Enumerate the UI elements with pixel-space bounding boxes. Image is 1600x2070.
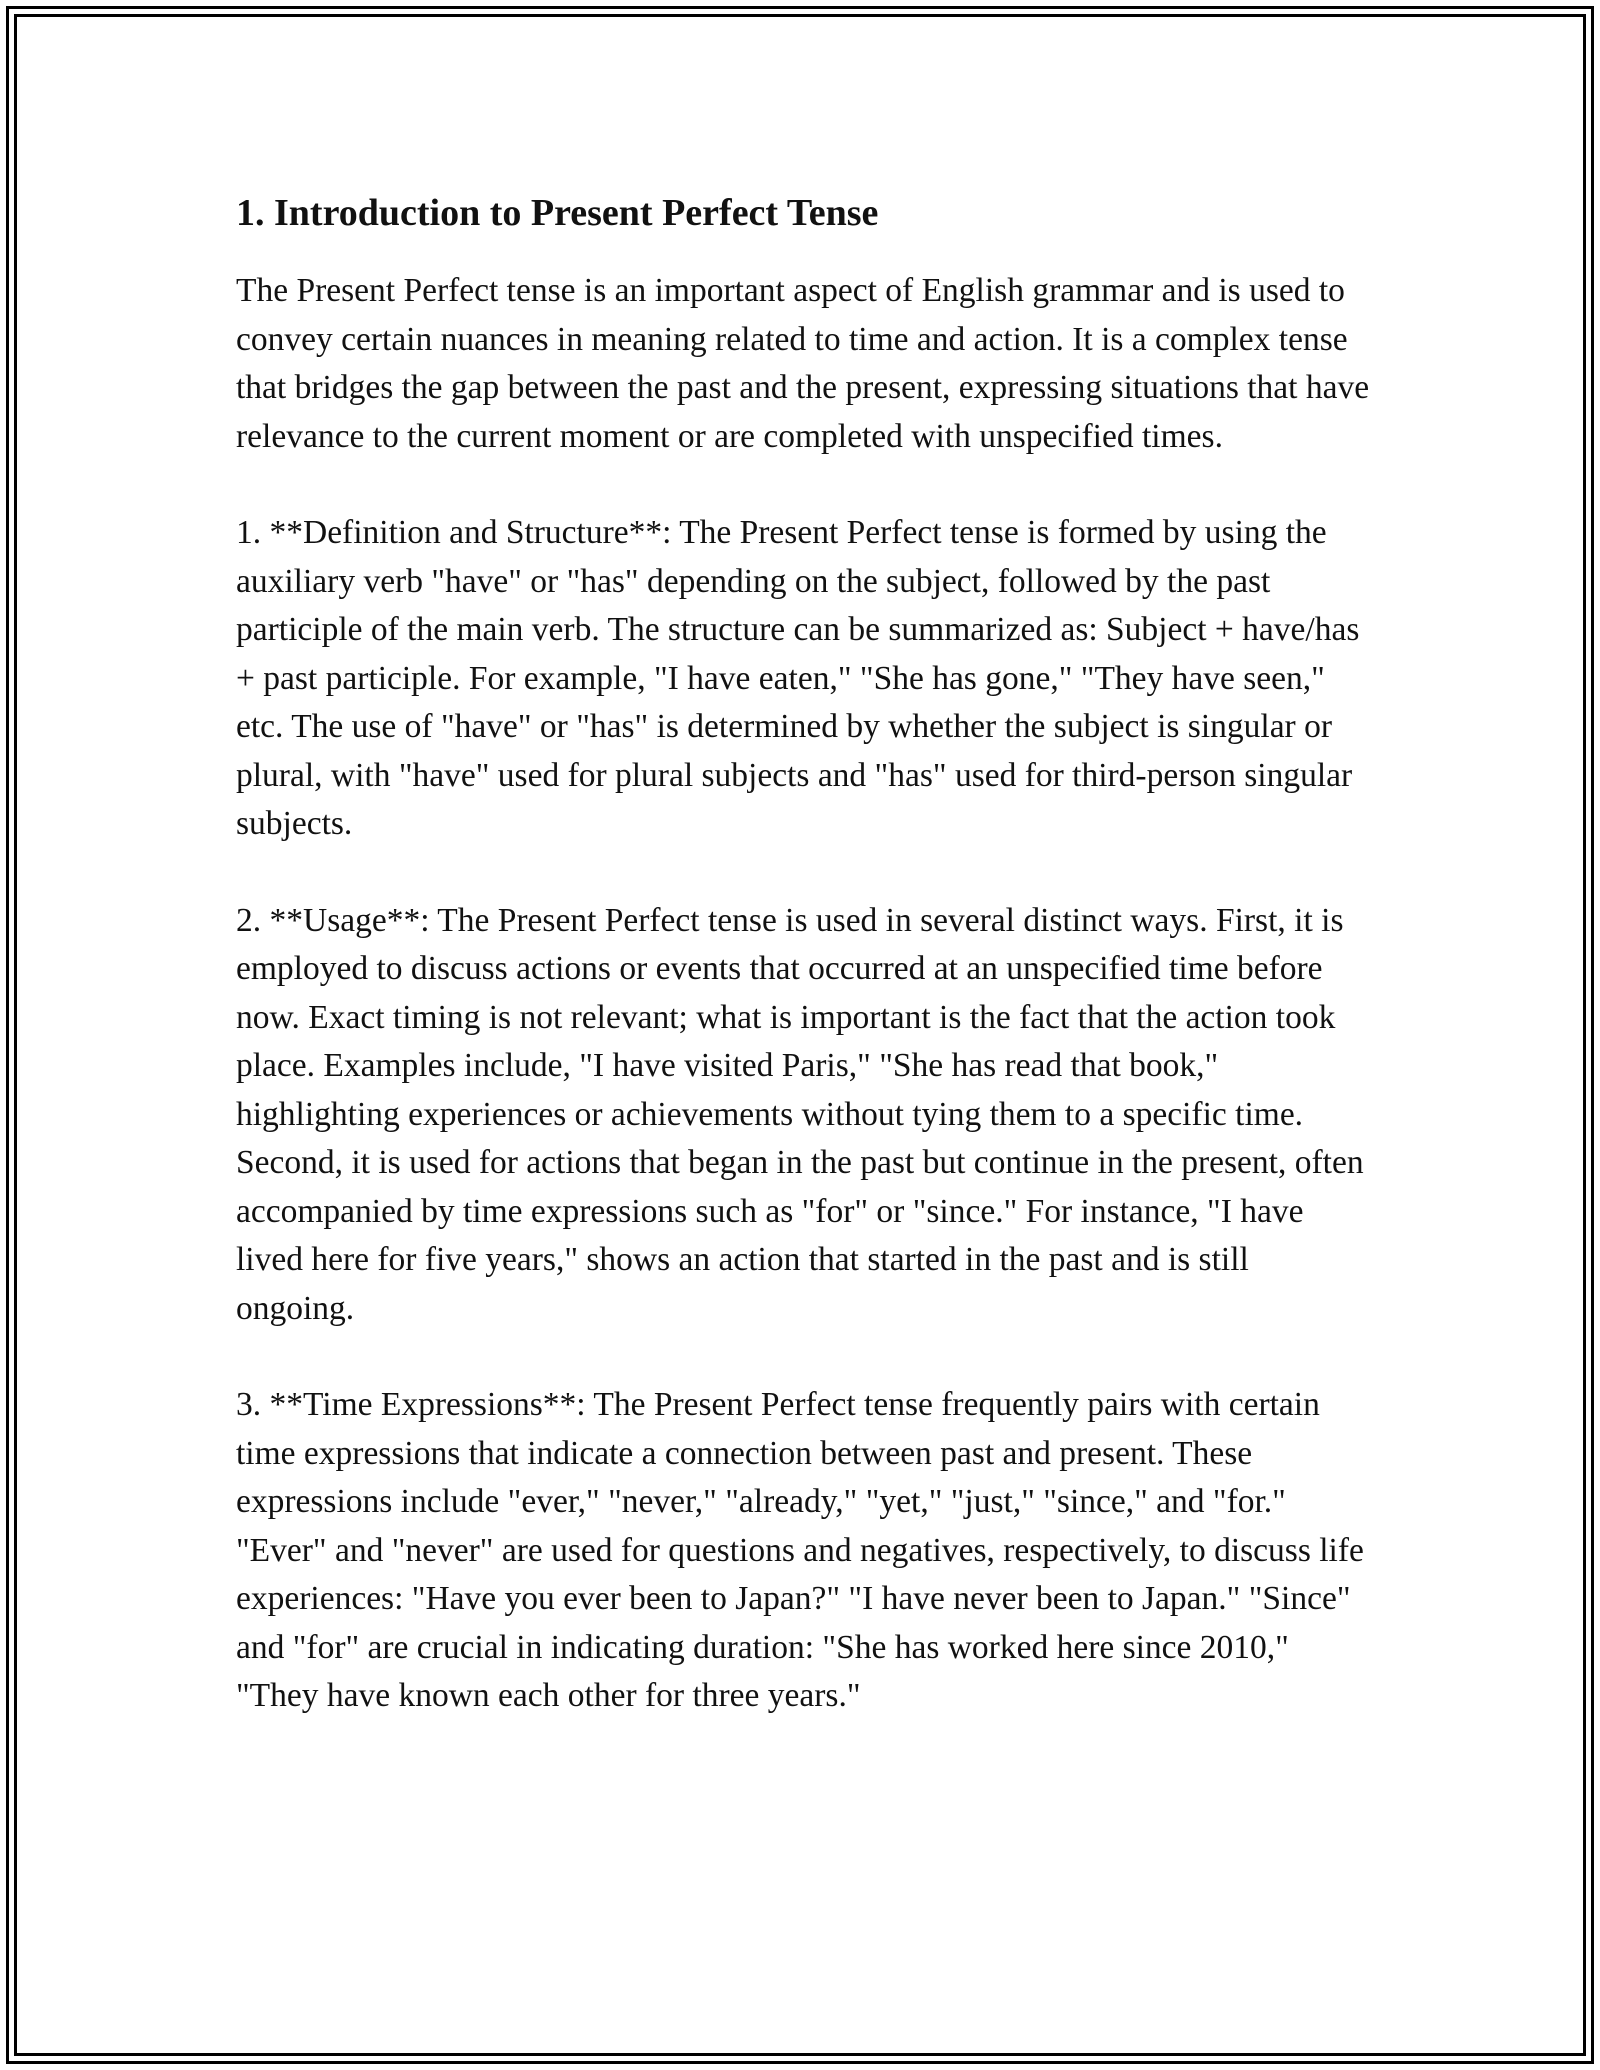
time-expressions-paragraph: 3. **Time Expressions**: The Present Perfect tense frequently pairs with certain time expressions that indicate a connection between past and present. These expressions include "ever," "never," "already," "yet," "just," "since," and "for." "Ever" and "never" are used for questions and negatives, respectively, to discuss life experiences: "Have you ever been to Japan?" "I have never been to Japan." "Since" and "for" are crucial in indicating duration: "She has worked here since 2010," "They have known each other for three years." xyxy=(236,1386,1364,1714)
document-body xyxy=(236,185,1372,1769)
definition-paragraph: 1. **Definition and Structure**: The Present Perfect tense is formed by using the auxiliary verb "have" or "has" depending on the subject, followed by the past participle of the main verb. The structure can be summarized as: Subject + have/has + past participle. For example, "I have eaten," "She has gone," "They have seen," etc. The use of "have" or "has" is determined by whether the subject is singular or plural, with "have" used for plural subjects and "has" used for third-person singular subjects. xyxy=(236,514,1360,842)
usage-paragraph: 2. **Usage**: The Present Perfect tense is used in several distinct ways. First, it is employed to discuss actions or events that occurred at an unspecified time before now. Exact timing is not relevant; what is important is the fact that the action took place. Examples include, "I have visited Paris," "She has read that book," highlighting experiences or achievements without tying them to a specific time. Second, it is used for actions that began in the past but continue in the present, often accompanied by time expressions such as "for" or "since." For instance, "I have lived here for five years," shows an action that started in the past and is still ongoing. xyxy=(236,901,1364,1327)
section-heading: 1. Introduction to Present Perfect Tense xyxy=(236,192,879,234)
intro-paragraph: The Present Perfect tense is an important aspect of English grammar and is used to convey certain nuances in meaning related to time and action. It is a complex tense that bridges the gap between the past and the present, expressing situations that have relevance to the current moment or are completed with unspecified times. xyxy=(236,272,1370,455)
